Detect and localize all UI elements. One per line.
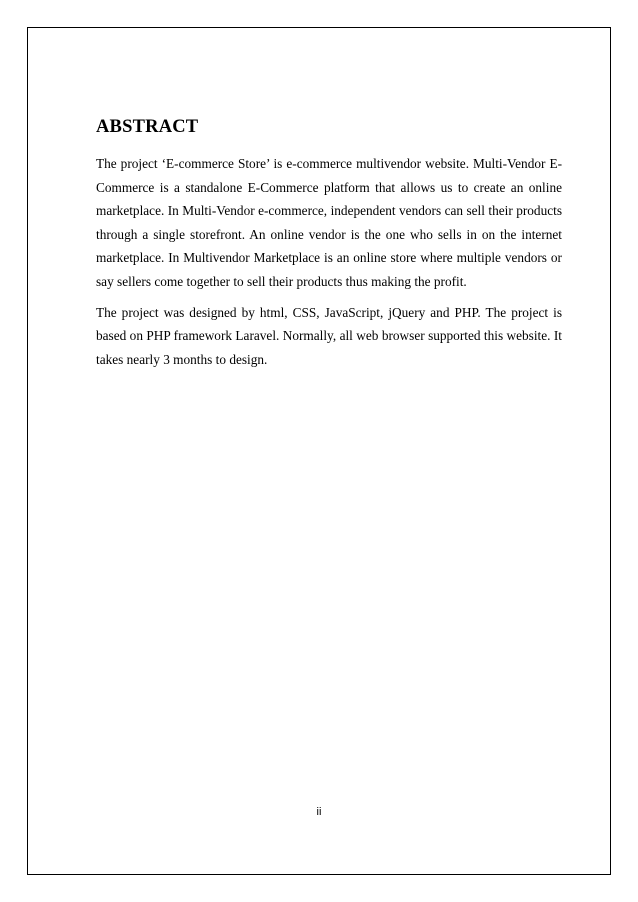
page-number: ii bbox=[316, 806, 322, 818]
page-title: ABSTRACT bbox=[96, 117, 199, 137]
abstract-paragraph-1: The project ‘E-commerce Store’ is e-commerce multivendor website. Multi-Vendor E-Commerce is a standalone E-Commerce platform that allows us to create an online marketplace. In Multi-Vendor e-commerce, independent vendors can sell their products through a single storefront. An online vendor is the one who sells in on the internet marketplace. In Multivendor Marketplace is an online store where multiple vendors or say sellers come together to sell their products thus making the profit. bbox=[96, 156, 562, 289]
document-body bbox=[96, 117, 562, 371]
abstract-paragraph-2: The project was designed by html, CSS, JavaScript, jQuery and PHP. The project is based on PHP framework Laravel. Normally, all web browser supported this website. It takes nearly 3 months to design. bbox=[96, 304, 562, 367]
